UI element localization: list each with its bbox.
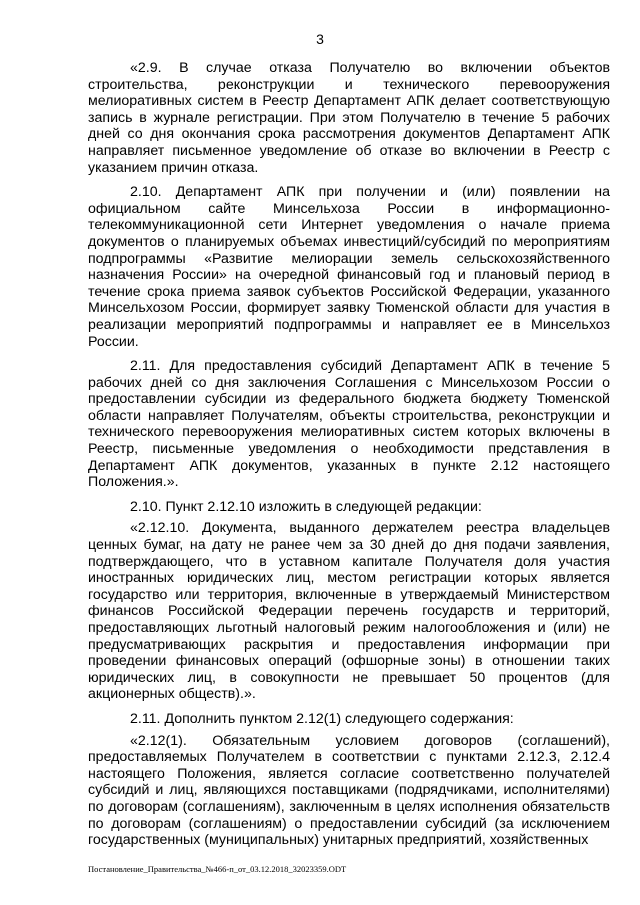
document-body: [88, 60, 610, 857]
page-number: 3: [316, 31, 324, 47]
document-footer: Постановление_Правительства_№466-п_от_03.12.2018_32023359.ODT: [88, 864, 347, 874]
paragraph-2-12-10: «2.12.10. Документа, выданного держателем реестра владельцев ценных бумаг, на дату не ранее чем за 30 дней до дня подачи заявления, подтверждающего, что в уставном капитале Получателя доля участия иностранных юридических лиц, местом регистрации которых является государство или территория, включенные в утверждаемый Министерством финансов Российской Федерации перечень государств и территорий, предоставляющих льготный налоговый режим налогообложения и (или) не предусматривающих раскрытия и предоставления информации при проведении финансовых операций (офшорные зоны) в отношении таких юридических лиц, в совокупности не превышает 50 процентов (для акционерных обществ).».: [88, 520, 610, 703]
paragraph-2-11: 2.11. Для предоставления субсидий Департамент АПК в течение 5 рабочих дней со дня заключения Соглашения с Минсельхозом России о предоставлении субсидии из федерального бюджета бюджету Тюменской области направляет Получателям, объекты строительства, реконструкции и технического перевооружения мелиоративных систем которых включены в Реестр, письменные уведомления о необходимости представления в Департамент АПК документов, указанных в пункте 2.12 настоящего Положения.».: [88, 358, 610, 491]
amendment-2-10-heading: 2.10. Пункт 2.12.10 изложить в следующей редакции:: [130, 498, 482, 515]
paragraph-2-9: «2.9. В случае отказа Получателю во включении объектов строительства, реконструкции и технического перевооружения мелиоративных систем в Реестр Департамент АПК делает соответствующую запись в журнале регистрации. При этом Получателю в течение 5 рабочих дней со дня окончания срока рассмотрения документов Департамент АПК направляет письменное уведомление об отказе во включении в Реестр с указанием причин отказа.: [88, 60, 610, 176]
paragraph-2-12-1: «2.12(1). Обязательным условием договоров (соглашений), предоставляемых Получателем в соответствии с пунктами 2.12.3, 2.12.4 настоящего Положения, является согласие соответственно получателей субсидий и лиц, являющихся поставщиками (подрядчиками, исполнителями) по договорам (соглашениям), заключенным в целях исполнения обязательств по договорам (соглашениям) о предоставлении субсидий (за исключением государственных (муниципальных) унитарных предприятий, хозяйственных: [88, 732, 610, 849]
paragraph-2-10: 2.10. Департамент АПК при получении и (или) появлении на официальном сайте Минсельхоза России в информационно-телекоммуникационной сети Интернет уведомления о начале приема документов о планируемых объемах инвестиций/субсидий по мероприятиям подпрограммы «Развитие мелиорации земель сельскохозяйственного назначения России» на очередной финансовый год и плановый период в течение срока приема заявок субъектов Российской Федерации, указанного Минсельхозом России, формирует заявку Тюменской области для участия в реализации мероприятий подпрограммы и направляет ее в Минсельхоз России.: [88, 184, 610, 350]
amendment-2-11-heading: 2.11. Дополнить пунктом 2.12(1) следующего содержания:: [130, 710, 514, 727]
